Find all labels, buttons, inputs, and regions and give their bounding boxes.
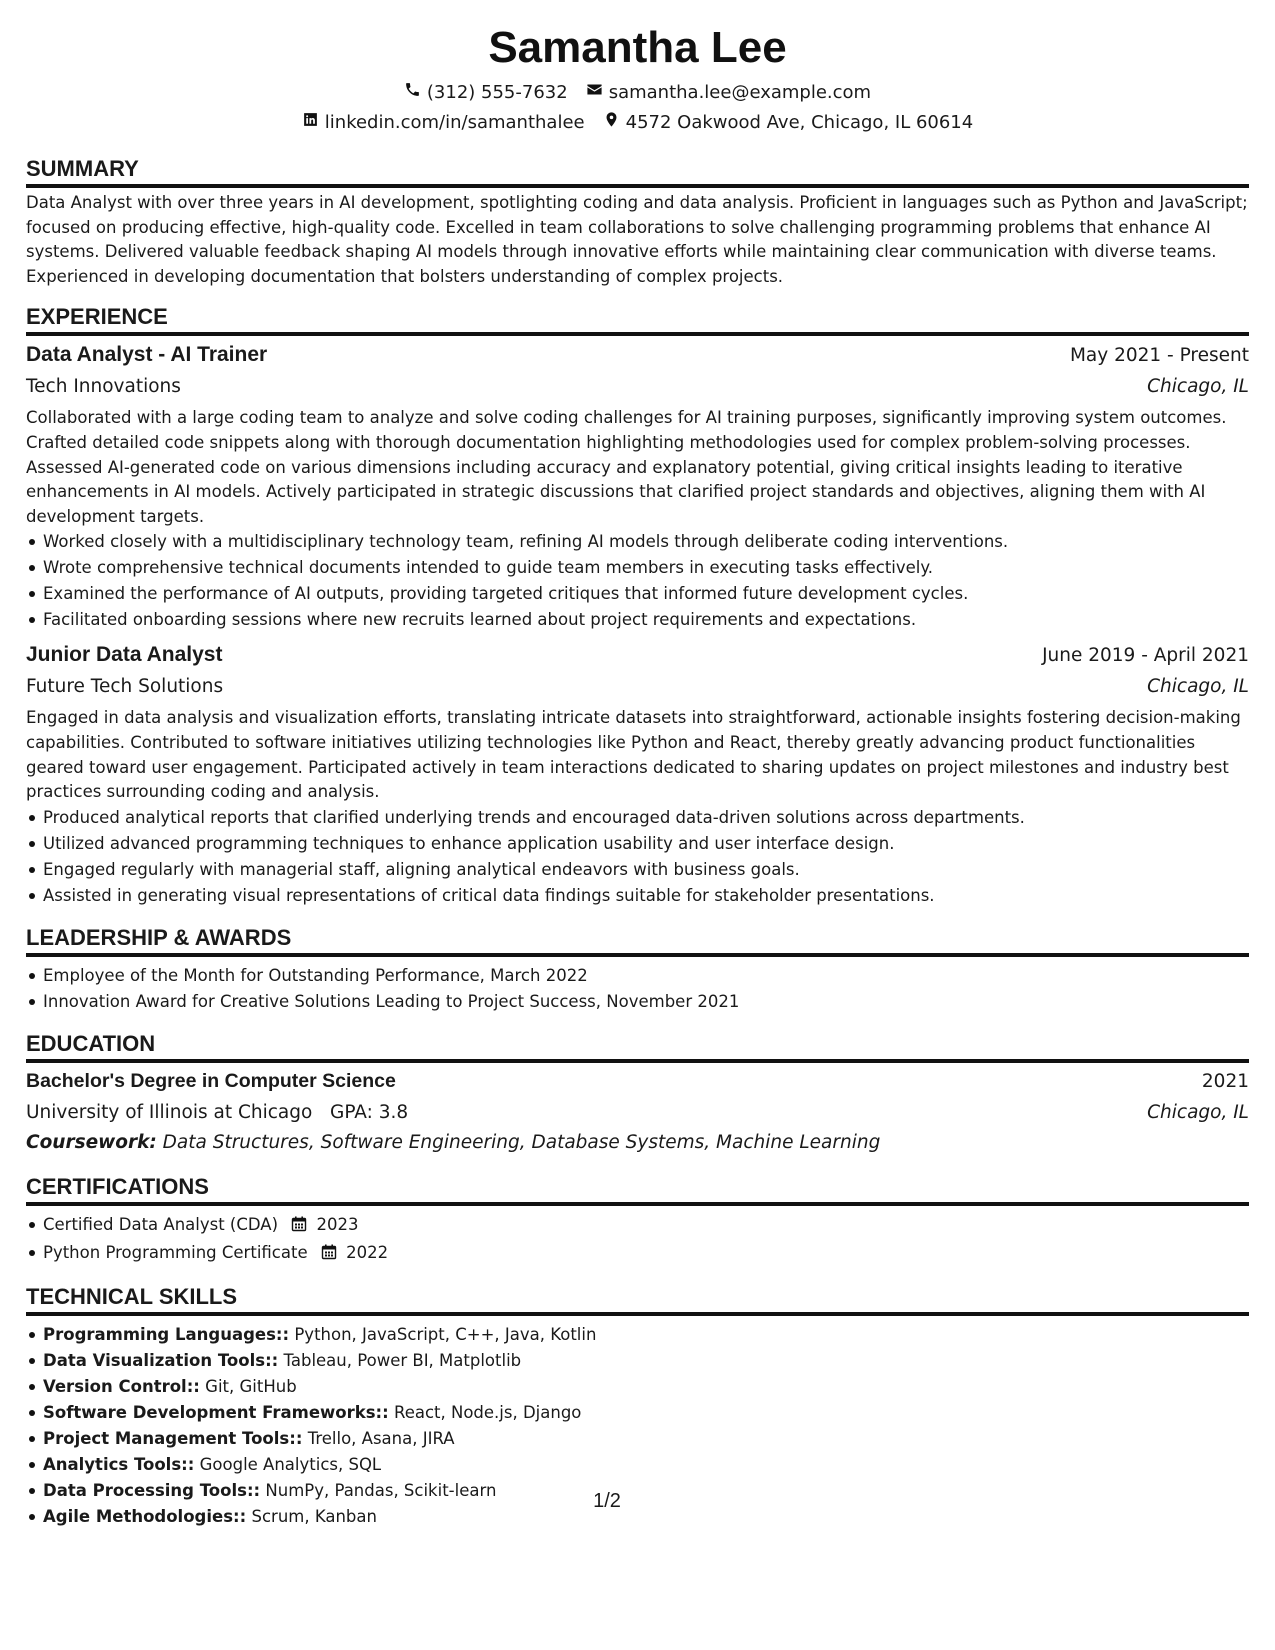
- list-item: [43, 1348, 1249, 1374]
- degree-title: Bachelor's Degree in Computer Science: [26, 1069, 396, 1092]
- list-item: [43, 1374, 1249, 1400]
- linkedin-link[interactable]: linkedin.com/in/samanthalee: [324, 112, 585, 133]
- list-item: Produced analytical reports that clarified underlying trends and encouraged data-driven solutions across departments.: [43, 805, 1249, 831]
- skill-label: Software Development Frameworks::: [43, 1402, 389, 1422]
- contact-line-2: [26, 108, 1249, 138]
- phone-text: (312) 555-7632: [426, 82, 568, 103]
- skills-heading: TECHNICAL SKILLS: [26, 1282, 1249, 1316]
- list-item: Innovation Award for Creative Solutions Leading to Project Success, November 2021: [43, 989, 1249, 1015]
- skill-value: Python, JavaScript, C++, Java, Kotlin: [294, 1324, 597, 1344]
- calendar-icon: [321, 1242, 337, 1268]
- map-marker-icon: [603, 108, 620, 138]
- graduation-year: 2021: [1201, 1070, 1249, 1092]
- skill-label: Analytics Tools::: [43, 1454, 195, 1474]
- job-company: Tech Innovations: [26, 376, 181, 398]
- experience-heading: EXPERIENCE: [26, 302, 1249, 336]
- list-item: [43, 1322, 1249, 1348]
- school-row: [26, 1098, 1249, 1128]
- degree-row: [26, 1066, 1249, 1098]
- email-link[interactable]: samantha.lee@example.com: [608, 82, 872, 103]
- coursework-list: Data Structures, Software Engineering, Database Systems, Machine Learning: [162, 1131, 881, 1153]
- job-title-row: [26, 339, 1249, 372]
- certification-year: 2022: [346, 1242, 389, 1262]
- list-item: Examined the performance of AI outputs, providing targeted critiques that informed future development cycles.: [43, 581, 1249, 607]
- job-dates: June 2019 - April 2021: [1042, 645, 1249, 667]
- calendar-icon: [291, 1214, 307, 1240]
- awards-heading: LEADERSHIP & AWARDS: [26, 923, 1249, 957]
- skill-label: Version Control::: [43, 1376, 200, 1396]
- school-name: University of Illinois at Chicago: [26, 1101, 313, 1123]
- list-item: Employee of the Month for Outstanding Performance, March 2022: [43, 963, 1249, 989]
- list-item: [43, 1400, 1249, 1426]
- skill-value: React, Node.js, Django: [393, 1402, 582, 1422]
- skill-value: Git, GitHub: [205, 1376, 297, 1396]
- job-description: Collaborated with a large coding team to analyze and solve coding challenges for AI training purposes, significantly improving system outcomes. Crafted detailed code snippets along with thorough documentation highlighting methodologies used for complex problem-solving processes. Assessed AI-generated code on various dimensions including accuracy and explanatory potential, giving critical insights leading to iterative enhancements in AI models. Actively participated in strategic discussions that clarified project standards and objectives, aligning them with AI development targets.: [26, 408, 1227, 526]
- candidate-name: Samantha Lee: [488, 23, 787, 72]
- job-company: Future Tech Solutions: [26, 676, 224, 698]
- job-entry: [26, 639, 1249, 908]
- coursework-label: Coursework:: [26, 1131, 157, 1153]
- gpa: GPA: 3.8: [329, 1101, 409, 1123]
- list-item: Facilitated onboarding sessions where new recruits learned about project requirements and expectations.: [43, 607, 1249, 633]
- job-entry: [26, 339, 1249, 633]
- list-item: Utilized advanced programming techniques to enhance application usability and user interface design.: [43, 831, 1249, 857]
- job-description: Engaged in data analysis and visualization efforts, translating intricate datasets into straightforward, actionable insights fostering decision-making capabilities. Contributed to software initiatives utilizing technologies like Python and React, thereby greatly advancing product functionalities geared toward user engagement. Participated actively in team interactions dedicated to sharing updates on project milestones and industry best practices surrounding coding and analysis.: [26, 708, 1241, 802]
- job-company-row: [26, 672, 1249, 702]
- certifications-heading: CERTIFICATIONS: [26, 1172, 1249, 1206]
- address-text: 4572 Oakwood Ave, Chicago, IL 60614: [625, 112, 974, 133]
- summary-section: [26, 154, 1249, 289]
- job-company-row: [26, 372, 1249, 402]
- contact-phone: [404, 78, 568, 108]
- education-section: [26, 1029, 1249, 1158]
- list-item: Worked closely with a multidisciplinary technology team, refining AI models through deliberate coding interventions.: [43, 529, 1249, 555]
- contact-line-1: [26, 78, 1249, 108]
- skill-label: Agile Methodologies::: [43, 1506, 247, 1526]
- contact-address: [603, 108, 974, 138]
- list-item: Wrote comprehensive technical documents intended to guide team members in executing tasks effectively.: [43, 555, 1249, 581]
- skill-value: Tableau, Power BI, Matplotlib: [283, 1350, 522, 1370]
- skill-value: Trello, Asana, JIRA: [307, 1428, 455, 1448]
- job-bullets: [26, 805, 1249, 909]
- certification-name: Python Programming Certificate: [43, 1242, 308, 1262]
- awards-list: [26, 963, 1249, 1015]
- certifications-section: [26, 1172, 1249, 1268]
- list-item: Assisted in generating visual representations of critical data findings suitable for stakeholder presentations.: [43, 883, 1249, 909]
- job-bullets: [26, 529, 1249, 633]
- list-item: [43, 1212, 1249, 1240]
- job-title: Junior Data Analyst: [26, 643, 223, 667]
- certification-name: Certified Data Analyst (CDA): [43, 1214, 279, 1234]
- resume-page: [26, 18, 1249, 1530]
- list-item: Engaged regularly with managerial staff, aligning analytical endeavors with business goals.: [43, 857, 1249, 883]
- job-title: Data Analyst - AI Trainer: [26, 343, 268, 367]
- skill-value: Google Analytics, SQL: [199, 1454, 382, 1474]
- awards-section: [26, 923, 1249, 1015]
- experience-section: [26, 302, 1249, 908]
- school-location: Chicago, IL: [1147, 1101, 1249, 1123]
- education-heading: EDUCATION: [26, 1029, 1249, 1063]
- job-dates: May 2021 - Present: [1069, 345, 1249, 367]
- summary-text: Data Analyst with over three years in AI development, spotlighting coding and data analysis. Proficient in languages such as Python and JavaScript; focused on producing effective, high-quality code. Excelled in team collaborations to solve challenging programming problems that enhance AI systems. Delivered valuable feedback shaping AI models through innovative efforts while maintaining clear communication with diverse teams. Experienced in developing documentation that bolsters understanding of complex projects.: [26, 193, 1248, 286]
- summary-heading: SUMMARY: [26, 154, 1249, 188]
- skill-label: Programming Languages::: [43, 1324, 290, 1344]
- job-location: Chicago, IL: [1147, 376, 1249, 398]
- linkedin-icon: [302, 108, 319, 138]
- skill-label: Data Processing Tools::: [43, 1480, 261, 1500]
- skill-value: Scrum, Kanban: [251, 1506, 377, 1526]
- certification-year: 2023: [316, 1214, 359, 1234]
- skill-label: Data Visualization Tools::: [43, 1350, 279, 1370]
- school-info: [26, 1098, 408, 1128]
- coursework: [26, 1128, 1249, 1158]
- contact-email[interactable]: [586, 78, 871, 108]
- list-item: [43, 1452, 1249, 1478]
- envelope-icon: [586, 78, 603, 108]
- phone-icon: [404, 78, 421, 108]
- page-number: 1/2: [593, 1490, 621, 1512]
- list-item: [43, 1426, 1249, 1452]
- contact-linkedin[interactable]: [302, 108, 585, 138]
- job-location: Chicago, IL: [1147, 676, 1249, 698]
- skill-label: Project Management Tools::: [43, 1428, 303, 1448]
- list-item: [43, 1240, 1249, 1268]
- skill-value: NumPy, Pandas, Scikit-learn: [265, 1480, 497, 1500]
- certifications-list: [26, 1212, 1249, 1268]
- job-title-row: [26, 639, 1249, 672]
